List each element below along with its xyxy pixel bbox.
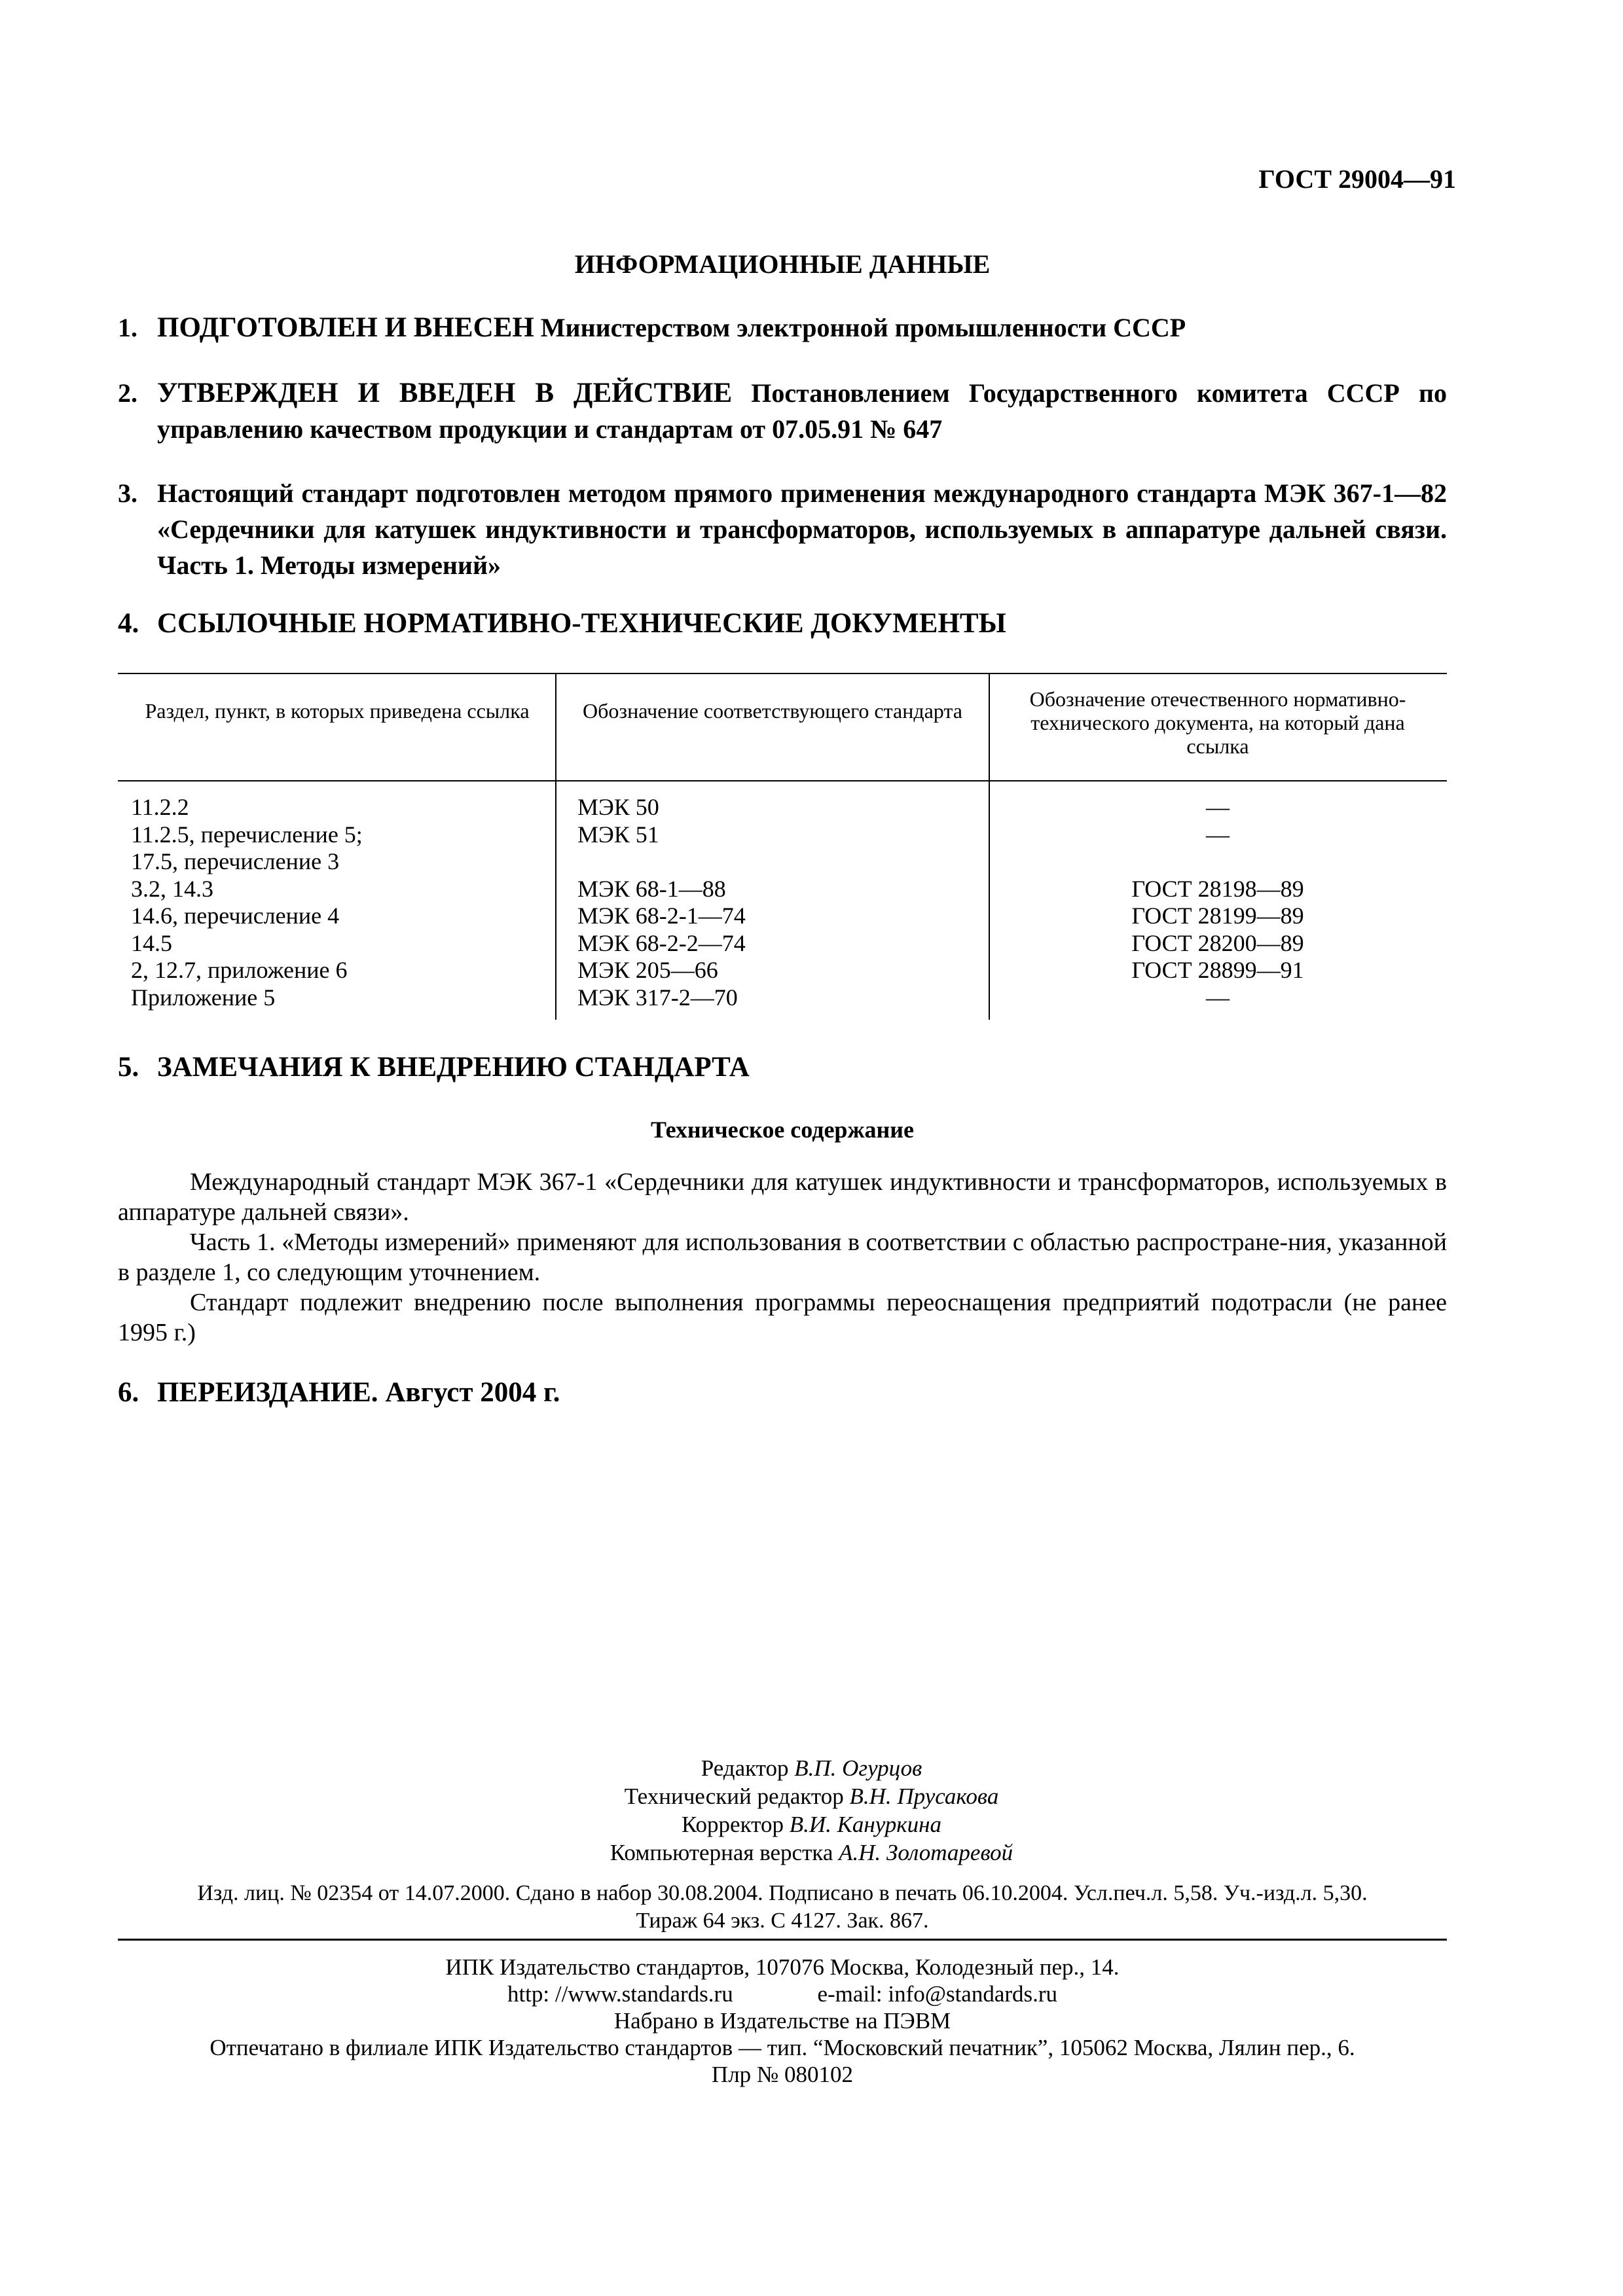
table-column-divider — [555, 673, 556, 1020]
table-cell: МЭК 51 — [577, 821, 659, 848]
table-header-section: Раздел, пункт, в которых приведена ссылка — [145, 699, 530, 723]
item-text: Настоящий стандарт подготовлен методом прямого применения международного стандарта МЭК 367-1—82 «Сердечники для катушек индуктивности и трансформаторов, используемых в аппаратуре дальней связи. Часть 1. Методы измерений» — [157, 478, 1447, 580]
item-lead: ПОДГОТОВЛЕН И ВНЕСЕН — [157, 312, 534, 343]
table-cell — [998, 848, 1437, 876]
credit-line — [0, 1754, 1623, 1782]
table-cell: МЭК 68-2-2—74 — [577, 929, 746, 956]
table-cell: МЭК 50 — [577, 794, 659, 820]
table-cell: Приложение 5 — [131, 984, 276, 1011]
publisher-email: e-mail: info@standards.ru — [817, 1981, 1058, 2007]
item-number: 1. — [118, 313, 137, 342]
paragraph: Часть 1. «Методы измерений» применяют для использования в соответствии с областью распростране-ния, указанной в разделе 1, со следующим уточнением. — [118, 1229, 1447, 1286]
publisher-block — [118, 1954, 1447, 2088]
credit-role: Технический редактор — [624, 1784, 844, 1809]
publisher-url: http: //www.standards.ru — [507, 1981, 733, 2007]
item-lead: ПЕРЕИЗДАНИЕ. — [157, 1377, 378, 1408]
credit-role: Корректор — [681, 1812, 784, 1837]
credit-line — [0, 1810, 1623, 1839]
publisher-printed: Отпечатано в филиале ИПК Издательство стандартов — тип. “Московский печатник”, 105062 Москва, Лялин пер., 6. — [210, 2035, 1355, 2060]
credit-role: Компьютерная верстка — [610, 1840, 833, 1865]
credit-name: В.И. Кануркина — [789, 1812, 942, 1837]
table-column-section — [131, 794, 550, 1011]
table-column-divider — [989, 673, 990, 1020]
imprint-line: Изд. лиц. № 02354 от 14.07.2000. Сдано в набор 30.08.2004. Подписано в печать 06.10.2004. Усл.печ.л. 5,58. Уч.-изд.л. 5,30. — [197, 1881, 1368, 1905]
info-item-2 — [118, 375, 1447, 447]
section-heading: ССЫЛОЧНЫЕ НОРМАТИВНО-ТЕХНИЧЕСКИЕ ДОКУМЕНТЫ — [157, 608, 1006, 639]
table-cell: ГОСТ 28198—89 — [1131, 875, 1304, 902]
credits-block — [0, 1754, 1623, 1867]
references-table — [118, 673, 1447, 1020]
credit-name: В.П. Огурцов — [794, 1755, 922, 1781]
item-number: 3. — [118, 478, 137, 508]
info-item-1 — [118, 310, 1447, 346]
table-top-border — [118, 673, 1447, 674]
document-code: ГОСТ 29004—91 — [1258, 164, 1456, 194]
table-cell: МЭК 205—66 — [577, 957, 718, 983]
publisher-address: ИПК Издательство стандартов, 107076 Москва, Колодезный пер., 14. — [445, 1954, 1120, 1980]
table-cell: МЭК 317-2—70 — [577, 984, 738, 1011]
credit-name: В.Н. Прусакова — [849, 1784, 999, 1809]
table-header-standard: Обозначение соответствующего стандарта — [583, 699, 962, 723]
table-cell: ГОСТ 28200—89 — [1131, 929, 1304, 956]
paragraph: Международный стандарт МЭК 367-1 «Сердечники для катушек индуктивности и трансформаторов, используемых в аппаратуре дальней связи». — [118, 1168, 1447, 1226]
table-cell: 2, 12.7, приложение 6 — [131, 957, 348, 983]
item-lead: УТВЕРЖДЕН И ВВЕДЕН В ДЕЙСТВИЕ — [157, 378, 733, 408]
item-number: 2. — [118, 378, 137, 408]
item-text: Постановлением Государственного комитета СССР по управлению качеством продукции и стандартам от 07.05.91 № 647 — [157, 378, 1447, 444]
info-item-4 — [118, 605, 1447, 641]
credit-role: Редактор — [701, 1755, 789, 1781]
table-cell: — — [1206, 821, 1230, 848]
table-cell: МЭК 68-1—88 — [577, 875, 726, 902]
page-title: ИНФОРМАЦИОННЫЕ ДАННЫЕ — [574, 249, 991, 279]
publisher-license: Плр № 080102 — [711, 2062, 854, 2087]
table-cell: 3.2, 14.3 — [131, 875, 213, 902]
paragraph: Стандарт подлежит внедрению после выполнения программы переоснащения предприятий подотрасли (не ранее 1995 г.) — [118, 1289, 1447, 1346]
credit-name: А.Н. Золотаревой — [839, 1840, 1013, 1865]
table-header-border — [118, 780, 1447, 781]
table-column-national-doc — [998, 794, 1437, 1011]
item-number: 6. — [118, 1377, 139, 1408]
credit-line — [0, 1782, 1623, 1810]
table-cell: 14.6, перечисление 4 — [131, 903, 340, 929]
table-header-national-doc: Обозначение отечественного нормативно-технического документа, на который дана ссылка — [1029, 687, 1406, 758]
table-cell: — — [1206, 794, 1230, 820]
table-cell: — — [1206, 984, 1230, 1011]
item-text: Министерством электронной промышленности СССР — [540, 313, 1186, 342]
table-cell: МЭК 68-2-1—74 — [577, 903, 746, 929]
divider — [118, 1939, 1447, 1941]
item-number: 4. — [118, 608, 139, 639]
table-cell: 17.5, перечисление 3 — [131, 848, 340, 874]
info-item-5 — [118, 1049, 1447, 1085]
section-subheading: Техническое содержание — [650, 1117, 915, 1143]
info-item-6 — [118, 1374, 1447, 1410]
table-cell — [577, 848, 970, 876]
item-text: Август 2004 г. — [385, 1377, 560, 1408]
section-heading: ЗАМЕЧАНИЯ К ВНЕДРЕНИЮ СТАНДАРТА — [157, 1052, 750, 1083]
table-cell: ГОСТ 28899—91 — [1131, 957, 1304, 983]
info-item-3 — [118, 475, 1447, 583]
item-number: 5. — [118, 1052, 139, 1083]
table-cell: 11.2.2 — [131, 794, 189, 820]
table-cell: ГОСТ 28199—89 — [1131, 903, 1304, 929]
table-cell: 14.5 — [131, 929, 172, 956]
credit-line — [0, 1839, 1623, 1867]
imprint-line: Тираж 64 экз. С 4127. Зак. 867. — [636, 1909, 929, 1933]
table-column-standard — [577, 794, 970, 1011]
publisher-contacts — [118, 1981, 1447, 2007]
table-cell: 11.2.5, перечисление 5; — [131, 821, 363, 848]
publisher-typeset: Набрано в Издательстве на ПЭВМ — [613, 2008, 951, 2034]
